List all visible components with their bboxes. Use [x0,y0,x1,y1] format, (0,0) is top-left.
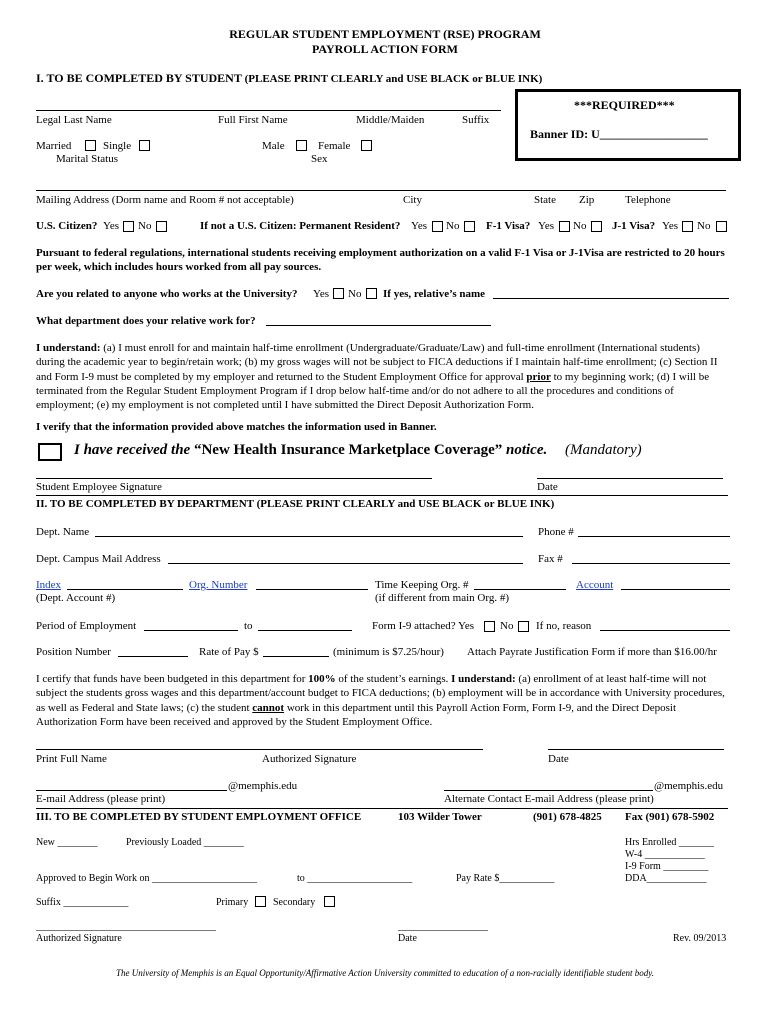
pay-rate-field[interactable]: Pay Rate $___________ [456,873,555,884]
j1-yes-label: Yes [662,220,679,232]
primary-checkbox[interactable] [255,896,266,907]
us-citizen-label: U.S. Citizen? [36,220,98,232]
office-date-line[interactable]: __________________ [398,921,488,932]
certify-lead: I understand: [451,673,516,685]
related-yes-label: Yes [313,288,330,300]
office-signature-line[interactable]: ____________________________________ [36,921,216,932]
suffix-field[interactable]: Suffix _____________ [36,897,129,908]
index-field[interactable] [67,589,183,590]
related-question: Are you related to anyone who works at the University? [36,288,298,300]
middle-maiden-label: Middle/Maiden [356,114,425,126]
us-citizen-no-checkbox[interactable] [156,221,167,232]
fax-label: Fax # [538,553,563,565]
account-field[interactable] [621,589,730,590]
mandatory-label: (Mandatory) [565,442,642,458]
phone-field[interactable] [578,536,730,537]
single-checkbox[interactable] [139,140,150,151]
section1-heading-text: I. TO BE COMPLETED BY STUDENT [36,71,242,85]
legal-last-name-label: Legal Last Name [36,114,112,126]
authorized-signature-label: Authorized Signature [262,753,357,765]
secondary-label: Secondary [273,897,316,908]
related-no-checkbox[interactable] [366,288,377,299]
dept-name-field[interactable] [95,536,523,537]
if-no-reason-field[interactable] [600,630,730,631]
index-link[interactable]: Index [36,579,62,591]
related-no-label: No [348,288,362,300]
f1-yes-checkbox[interactable] [559,221,570,232]
dept-name-label: Dept. Name [36,526,90,538]
email-label: E-mail Address (please print) [36,793,166,805]
section2-divider [36,495,728,496]
relative-name-field[interactable] [493,298,729,299]
form-i9-no-label: No [500,620,514,632]
mailing-address-label: Mailing Address (Dorm name and Room # not acceptable) [36,194,294,206]
footer-statement: The University of Memphis is an Equal Opportunity/Affirmative Action University committed to education of a non-racially identifiable student body. [115,968,654,978]
understand-paragraph [36,341,728,412]
health-notice [74,442,547,459]
new-field[interactable]: New ________ [36,837,98,848]
alt-email-label: Alternate Contact E-mail Address (please print) [444,793,654,805]
period-start-field[interactable] [144,630,238,631]
section3-divider [36,808,728,809]
previously-loaded-field[interactable]: Previously Loaded ________ [126,837,244,848]
telephone-label: Telephone [625,194,671,206]
time-keeping-label: Time Keeping Org. # [375,579,469,591]
section1-heading [36,72,542,86]
revision-label: Rev. 09/2013 [673,933,727,944]
attach-justification-label: Attach Payrate Justification Form if more than $16.00/hr [467,646,717,658]
understand-text-1: (a) I must enroll for and maintain half-time enrollment (Undergraduate/Graduate/Law) and full-time enrollment (International students) during the academic year to begin/retain work; (b) my gross wages will not be subject to FICA deductions if I maintain half-time enrollment; (c) Section II and Form I-9 must be completed by my employer and returned to the Student Employment Office for approval [36,342,718,383]
student-date-label: Date [537,481,558,493]
account-link[interactable]: Account [576,579,614,591]
pr-no-label: No [446,220,460,232]
male-label: Male [262,140,285,152]
single-label: Single [103,140,132,152]
certify-a: I certify that funds have been budgeted in this department for [36,673,309,685]
health-notice-checkbox[interactable] [38,443,62,461]
health-notice-part2: “New Health Insurance Marketplace Coverage” [193,442,503,458]
if-different-label: (if different from main Org. #) [375,592,509,604]
approved-begin-field[interactable]: Approved to Begin Work on _____________________ [36,873,257,884]
f1-yes-label: Yes [538,220,555,232]
j1-visa-label: J-1 Visa? [612,220,656,232]
dept-date-line[interactable] [548,749,724,750]
f1-no-label: No [573,220,587,232]
org-number-field[interactable] [256,589,368,590]
form-i9-yes-checkbox[interactable] [484,621,495,632]
certify-paragraph [36,672,730,729]
memphis-domain-1: @memphis.edu [228,780,298,792]
alt-email-field[interactable] [444,790,653,791]
city-label: City [403,194,422,206]
fax-field[interactable] [572,563,730,564]
office-fax: Fax (901) 678-5902 [625,811,715,823]
understand-text-2: to my beginning work; (d) I will be terminated from the Regular Student Employment Program if I drop below half-time and/or do not adhere to all the procedures and conditions of employment; (e) my employment is not completed until I have submitted the Direct Deposit Authorization Form. [36,370,710,412]
pr-no-checkbox[interactable] [464,221,475,232]
female-label: Female [318,140,351,152]
student-signature-line[interactable] [36,478,432,479]
period-end-field[interactable] [258,630,352,631]
name-line[interactable] [36,110,501,111]
primary-label: Primary [216,897,249,908]
health-notice-part3: notice. [506,442,548,458]
address-line[interactable] [36,190,726,191]
federal-note: Pursuant to federal regulations, international students receiving employment authorization on a valid F-1 Visa or J-1Visa are restricted to 20 hours per week, which includes hours worked from all pay sources. [36,247,725,274]
form-title: REGULAR STUDENT EMPLOYMENT (RSE) PROGRAM [229,27,541,41]
form-subtitle: PAYROLL ACTION FORM [311,42,458,56]
certify-pct: 100% [308,673,336,685]
state-label: State [534,194,556,206]
print-name-line[interactable] [36,749,483,750]
relative-name-label: If yes, relative’s name [383,288,486,300]
student-date-line[interactable] [537,478,723,479]
office-signature-label: Authorized Signature [36,933,122,944]
dept-account-label: (Dept. Account #) [36,592,116,604]
us-citizen-no-label: No [138,220,152,232]
certify-cannot: cannot [252,701,285,714]
org-number-link[interactable]: Org. Number [189,579,248,591]
certify-d: work in this department until this Payroll Action Form, Form I-9, and the Direct Deposit Authorization Form have been received and approved by the Student Employment Office. [36,701,677,728]
w4-field[interactable]: W-4 ____________ [625,849,705,860]
sex-label: Sex [311,153,328,165]
campus-mail-label: Dept. Campus Mail Address [36,553,161,565]
office-date-label: Date [398,933,417,944]
student-signature-label: Student Employee Signature [36,481,162,493]
male-checkbox[interactable] [296,140,307,151]
j1-no-label: No [697,220,711,232]
section2-heading: II. TO BE COMPLETED BY DEPARTMENT (PLEASE PRINT CLEARLY and USE BLACK or BLUE INK) [36,498,555,510]
health-notice-part1: I have received the [74,442,191,458]
rate-of-pay-label: Rate of Pay $ [199,646,259,658]
f1-visa-label: F-1 Visa? [486,220,531,232]
marital-status-label: Marital Status [56,153,119,165]
phone-label: Phone # [538,526,574,538]
pr-yes-checkbox[interactable] [432,221,443,232]
suffix-label: Suffix [462,114,490,126]
secondary-checkbox[interactable] [324,896,335,907]
j1-no-checkbox[interactable] [716,221,727,232]
time-keeping-field[interactable] [474,589,566,590]
position-number-field[interactable] [118,656,188,657]
minimum-wage-label: (minimum is $7.25/hour) [333,646,444,658]
dda-field[interactable]: DDA____________ [625,873,707,884]
not-citizen-label: If not a U.S. Citizen: Permanent Resident? [200,220,401,232]
i9-form-field[interactable]: I-9 Form _________ [625,861,709,872]
relative-dept-field[interactable] [266,325,491,326]
memphis-domain-2: @memphis.edu [654,780,724,792]
rate-of-pay-field[interactable] [263,656,329,657]
email-field[interactable] [36,790,227,791]
banner-id-field[interactable]: Banner ID: U__________________ [530,127,708,141]
print-name-label: Print Full Name [36,753,107,765]
office-phone: (901) 678-4825 [533,811,602,823]
us-citizen-yes-label: Yes [103,220,120,232]
required-label: ***REQUIRED*** [574,98,675,112]
dept-date-label: Date [548,753,569,765]
section1-heading-note: (PLEASE PRINT CLEARLY and USE BLACK or BLUE INK) [244,73,543,85]
office-address: 103 Wilder Tower [398,811,482,823]
j1-yes-checkbox[interactable] [682,221,693,232]
understand-prior: prior [526,370,551,383]
form-i9-label: Form I-9 attached? Yes [372,620,475,632]
verify-statement: I verify that the information provided above matches the information used in Banner. [36,421,437,433]
period-label: Period of Employment [36,620,137,632]
female-checkbox[interactable] [361,140,372,151]
if-no-reason-label: If no, reason [536,620,592,632]
period-to-label: to [244,620,253,632]
position-number-label: Position Number [36,646,111,658]
form-i9-no-checkbox[interactable] [518,621,529,632]
campus-mail-field[interactable] [168,563,523,564]
certify-c: (a) enrollment of at least half-time will not subject the students gross wages and this department/account budget to FICA deductions; (b) employment will be in accordance with University procedures, as well as Federal and State laws; (c) the student [36,673,725,714]
understand-lead: I understand: [36,342,101,354]
married-checkbox[interactable] [85,140,96,151]
section3-heading: III. TO BE COMPLETED BY STUDENT EMPLOYMENT OFFICE [36,811,362,823]
certify-b: of the student’s earnings. [335,673,452,685]
relative-dept-label: What department does your relative work for? [36,315,256,327]
full-first-name-label: Full First Name [218,114,288,126]
hrs-enrolled-field[interactable]: Hrs Enrolled _______ [625,837,714,848]
approved-to-field[interactable]: to _____________________ [297,873,413,884]
pr-yes-label: Yes [411,220,428,232]
zip-label: Zip [579,194,595,206]
us-citizen-yes-checkbox[interactable] [123,221,134,232]
married-label: Married [36,140,72,152]
related-yes-checkbox[interactable] [333,288,344,299]
f1-no-checkbox[interactable] [591,221,602,232]
